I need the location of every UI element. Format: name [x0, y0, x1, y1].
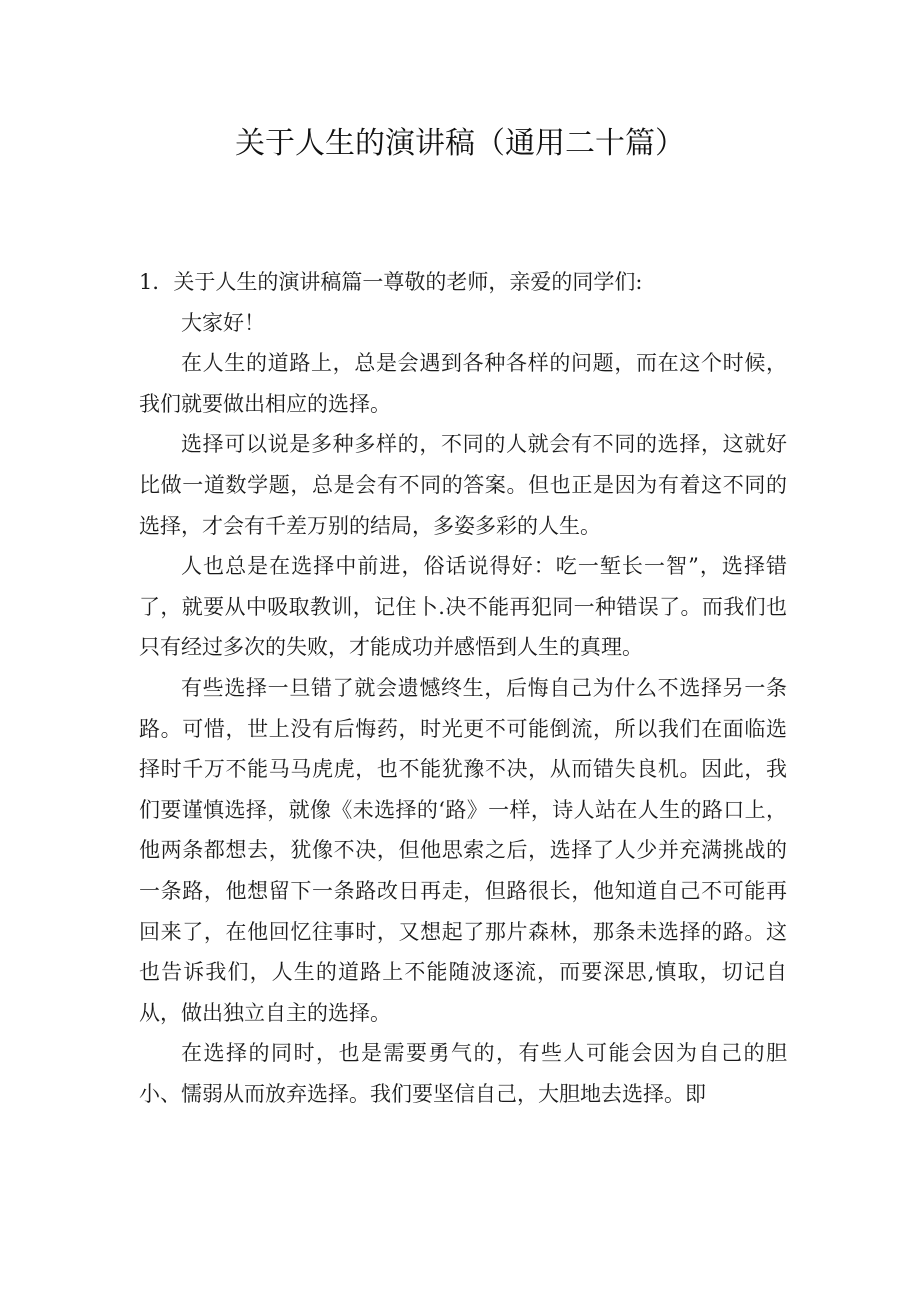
paragraph: 有些选择一旦错了就会遗憾终生，后悔自己为什么不选择另一条路。可惜，世上没有后悔药，时光更不可能倒流，所以我们在面临选择时千万不能马马虎虎，也不能犹豫不决，从而错失良机。因此，我们要谨慎选择，就像《未选择的‘路》一样，诗人站在人生的路口上，他两条都想去，犹像不决，但他思索之后，选择了人少并充满挑战的一条路，他想留下一条路改日再走，但路很长，他知道自己不可能再回来了，在他回忆往事时，又想起了那片森林，那条未选择的路。这也告诉我们，人生的道路上不能随波逐流，而要深思,慎取，切记自从，做出独立自主的选择。	[139, 675, 787, 1025]
document-title: 关于人生的演讲稿（通用二十篇）	[235, 126, 685, 161]
paragraph: 在选择的同时，也是需要勇气的，有些人可能会因为自己的胆小、懦弱从而放弃选择。我们要坚信自己，大胆地去选择。即	[139, 1041, 787, 1106]
paragraph: 选择可以说是多种多样的，不同的人就会有不同的选择，这就好比做一道数学题，总是会有不同的答案。但也正是因为有着这不同的选择，才会有千差万别的结局，多姿多彩的人生。	[139, 432, 787, 538]
paragraph-greeting: 大家好！	[181, 310, 265, 335]
paragraph: 在人生的道路上，总是会遇到各种各样的问题，而在这个时候，我们就要做出相应的选择。	[139, 351, 787, 416]
paragraph: 人也总是在选择中前进，俗话说得好：吃一堑长一智”，选择错了，就要从中吸取教训，记住卜.决不能再犯同一种错误了。而我们也只有经过多次的失败，才能成功并感悟到人生的真理。	[139, 554, 787, 660]
document-body	[139, 262, 787, 1114]
paragraph-heading: 1．关于人生的演讲稿篇一尊敬的老师，亲爱的同学们:	[139, 270, 643, 294]
